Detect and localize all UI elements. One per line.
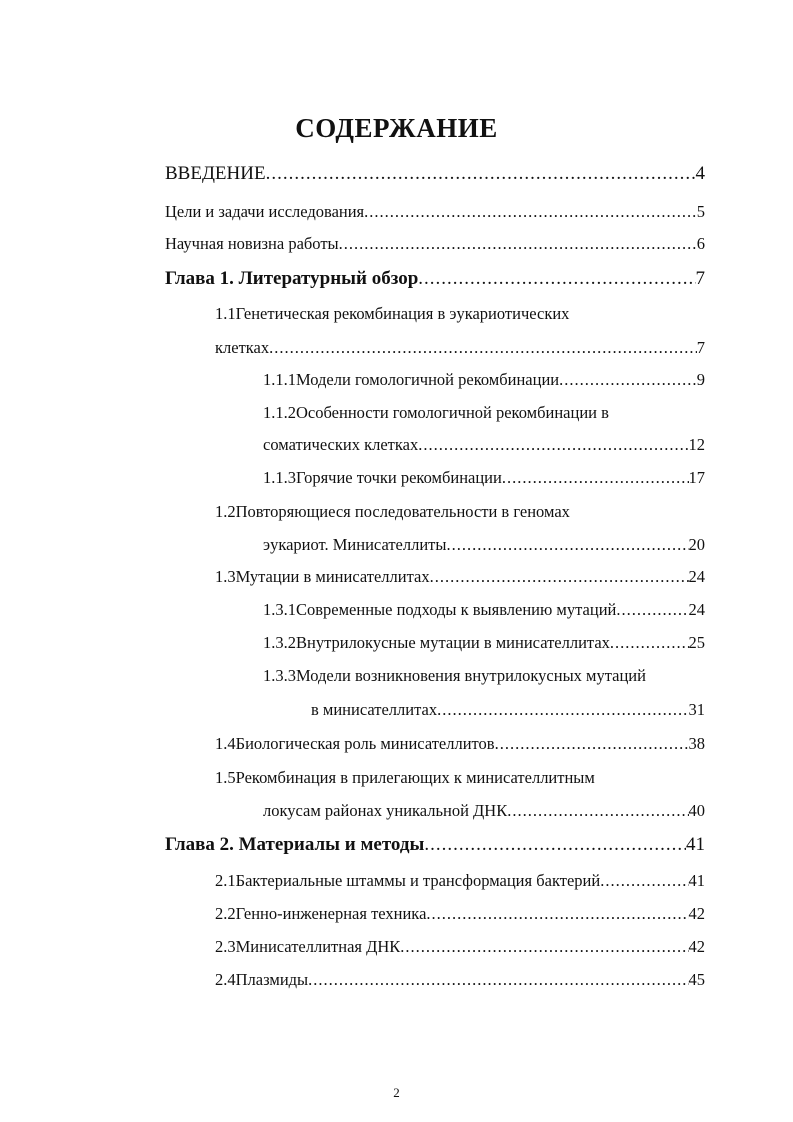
toc-section-1-5-line2 bbox=[263, 801, 705, 821]
toc-entry-text: Плазмиды bbox=[235, 970, 309, 989]
toc-chapter-2 bbox=[165, 835, 705, 855]
toc-page-number: 45 bbox=[688, 970, 705, 989]
toc-leader bbox=[437, 700, 688, 720]
toc-section-number: 1.3.2 bbox=[263, 633, 296, 652]
toc-section-number: 1.1.3 bbox=[263, 468, 296, 487]
toc-page-number: 17 bbox=[688, 468, 705, 487]
toc-leader bbox=[266, 164, 696, 184]
toc-entry-text: Горячие точки рекомбинации bbox=[296, 468, 502, 487]
toc-entry-goals bbox=[165, 202, 705, 222]
toc-leader bbox=[418, 435, 688, 455]
toc-leader bbox=[495, 734, 689, 754]
toc-page-number: 25 bbox=[688, 633, 705, 652]
page-number: 2 bbox=[393, 1085, 400, 1100]
toc-section-1-4 bbox=[215, 734, 705, 754]
toc-page-number: 7 bbox=[696, 338, 705, 357]
toc-leader bbox=[426, 904, 688, 924]
toc-page-number: 41 bbox=[686, 834, 705, 855]
toc-entry-text: Рекомбинация в прилегающих к минисателлитным bbox=[235, 768, 595, 787]
toc-section-1-1-line1 bbox=[215, 304, 569, 324]
toc-entry-text: клетках bbox=[215, 338, 270, 357]
toc-section-1-1-1 bbox=[263, 370, 705, 390]
toc-entry-text: соматических клетках bbox=[263, 435, 419, 454]
toc-section-number: 1.2 bbox=[215, 502, 236, 521]
toc-leader bbox=[418, 269, 695, 289]
toc-section-2-4 bbox=[215, 970, 705, 990]
toc-page-number: 20 bbox=[688, 535, 705, 554]
toc-section-number: 1.1.2 bbox=[263, 403, 296, 422]
toc-leader bbox=[616, 600, 688, 620]
toc-page-number: 12 bbox=[688, 435, 705, 454]
toc-entry-text: Генетическая рекомбинация в эукариотических bbox=[235, 304, 570, 323]
toc-section-number: 1.4 bbox=[215, 734, 236, 753]
toc-page-number: 42 bbox=[688, 937, 705, 956]
toc-section-number: 1.1.1 bbox=[263, 370, 296, 389]
toc-page-number: 42 bbox=[688, 904, 705, 923]
toc-leader bbox=[424, 835, 686, 855]
toc-entry-text: эукариот. Минисателлиты bbox=[263, 535, 447, 554]
toc-chapter-1 bbox=[165, 269, 705, 289]
toc-entry-text: локусам районах уникальной ДНК bbox=[263, 801, 508, 820]
toc-leader bbox=[308, 970, 688, 990]
toc-entry-text: Минисателлитная ДНК bbox=[235, 937, 401, 956]
toc-entry-text: Биологическая роль минисателлитов bbox=[235, 734, 495, 753]
toc-entry-text: Современные подходы к выявлению мутаций bbox=[296, 600, 617, 619]
toc-entry-text: Внутрилокусные мутации в минисателлитах bbox=[296, 633, 610, 652]
toc-section-1-2-line1 bbox=[215, 502, 570, 522]
toc-leader bbox=[502, 468, 689, 488]
toc-page-number: 4 bbox=[695, 163, 705, 184]
toc-section-2-2 bbox=[215, 904, 705, 924]
toc-leader bbox=[364, 202, 697, 222]
toc-section-number: 1.3.3 bbox=[263, 666, 296, 685]
toc-entry-text: Модели возникновения внутрилокусных мутаций bbox=[296, 666, 646, 685]
toc-section-2-3 bbox=[215, 937, 705, 957]
toc-page-number: 24 bbox=[688, 567, 705, 586]
toc-leader bbox=[269, 338, 697, 358]
toc-section-2-1 bbox=[215, 871, 705, 891]
toc-section-1-1-2-line1 bbox=[263, 403, 609, 423]
toc-section-number: 1.5 bbox=[215, 768, 236, 787]
toc-entry-text: в минисателлитах bbox=[311, 700, 438, 719]
toc-leader bbox=[400, 937, 688, 957]
toc-page-number: 24 bbox=[688, 600, 705, 619]
toc-section-1-2-line2 bbox=[263, 535, 705, 555]
toc-entry-novelty bbox=[165, 234, 705, 254]
toc-entry-text: ВВЕДЕНИЕ bbox=[165, 163, 266, 184]
toc-entry-intro bbox=[165, 164, 705, 184]
toc-section-number: 2.1 bbox=[215, 871, 236, 890]
toc-section-number: 2.2 bbox=[215, 904, 236, 923]
toc-section-1-1-line2 bbox=[215, 338, 705, 358]
toc-page-number: 9 bbox=[696, 370, 705, 389]
toc-entry-text: Генно-инженерная техника bbox=[235, 904, 427, 923]
toc-entry-text: Научная новизна работы bbox=[165, 234, 339, 253]
toc-section-1-3-2 bbox=[263, 633, 705, 653]
toc-section-number: 2.3 bbox=[215, 937, 236, 956]
toc-section-1-1-2-line2 bbox=[263, 435, 705, 455]
toc-entry-text: Особенности гомологичной рекомбинации в bbox=[296, 403, 609, 422]
toc-leader bbox=[339, 234, 697, 254]
toc-page-number: 40 bbox=[688, 801, 705, 820]
toc-section-1-3-3-line1 bbox=[263, 666, 646, 686]
toc-entry-text: Глава 1. Литературный обзор bbox=[165, 268, 419, 289]
toc-section-number: 2.4 bbox=[215, 970, 236, 989]
toc-page-number: 5 bbox=[696, 202, 705, 221]
toc-page-number: 31 bbox=[688, 700, 705, 719]
toc-page-number: 7 bbox=[695, 268, 705, 289]
toc-section-number: 1.1 bbox=[215, 304, 236, 323]
page-title: СОДЕРЖАНИЕ bbox=[295, 113, 498, 143]
toc-section-1-3-1 bbox=[263, 600, 705, 620]
toc-entry-text: Повторяющиеся последовательности в геномах bbox=[235, 502, 570, 521]
toc-leader bbox=[559, 370, 697, 390]
toc-leader bbox=[446, 535, 688, 555]
toc-page-number: 41 bbox=[688, 871, 705, 890]
toc-leader bbox=[600, 871, 688, 891]
toc-entry-text: Глава 2. Материалы и методы bbox=[165, 834, 425, 855]
toc-section-1-3 bbox=[215, 567, 705, 587]
toc-leader bbox=[507, 801, 688, 821]
toc-leader bbox=[430, 567, 689, 587]
toc-entry-text: Модели гомологичной рекомбинации bbox=[296, 370, 560, 389]
toc-entry-text: Цели и задачи исследования bbox=[165, 202, 365, 221]
toc-section-1-5-line1 bbox=[215, 768, 595, 788]
toc-entry-text: Мутации в минисателлитах bbox=[235, 567, 430, 586]
toc-entry-text: Бактериальные штаммы и трансформация бактерий bbox=[235, 871, 601, 890]
toc-section-1-3-3-line2 bbox=[311, 700, 705, 720]
toc-section-number: 1.3.1 bbox=[263, 600, 296, 619]
toc-section-1-1-3 bbox=[263, 468, 705, 488]
toc-page-number: 6 bbox=[696, 234, 705, 253]
toc-leader bbox=[610, 633, 689, 653]
toc-page-number: 38 bbox=[688, 734, 705, 753]
toc-section-number: 1.3 bbox=[215, 567, 236, 586]
